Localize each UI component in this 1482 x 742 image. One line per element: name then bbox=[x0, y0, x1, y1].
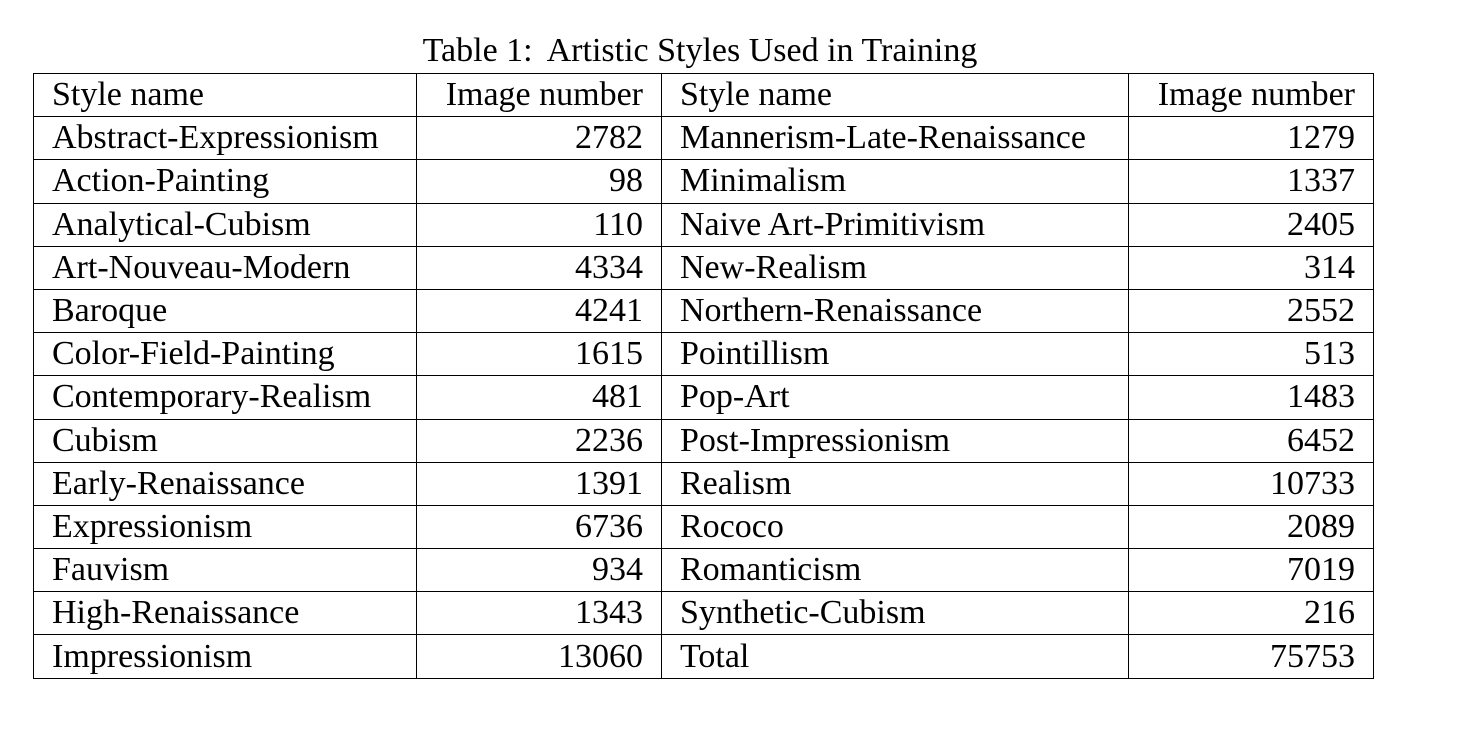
table-row bbox=[34, 289, 1374, 332]
style-name-cell: Contemporary-Realism bbox=[34, 376, 417, 419]
style-name-cell: Expressionism bbox=[34, 505, 417, 548]
image-number-cell: 110 bbox=[417, 203, 662, 246]
image-number-cell: 2782 bbox=[417, 117, 662, 160]
table-row bbox=[34, 246, 1374, 289]
image-number-cell: 481 bbox=[417, 376, 662, 419]
table-caption bbox=[0, 30, 1400, 72]
image-number-cell: 1391 bbox=[417, 462, 662, 505]
style-name-cell: Romanticism bbox=[662, 549, 1129, 592]
image-number-cell: 6452 bbox=[1129, 419, 1374, 462]
style-name-cell: Action-Painting bbox=[34, 160, 417, 203]
image-number-cell: 1279 bbox=[1129, 117, 1374, 160]
image-number-cell: 513 bbox=[1129, 333, 1374, 376]
style-name-cell: Abstract-Expressionism bbox=[34, 117, 417, 160]
style-name-cell: Art-Nouveau-Modern bbox=[34, 246, 417, 289]
image-number-cell: 1343 bbox=[417, 592, 662, 635]
image-number-cell: 1483 bbox=[1129, 376, 1374, 419]
table-row bbox=[34, 419, 1374, 462]
image-number-cell: 7019 bbox=[1129, 549, 1374, 592]
table-row bbox=[34, 376, 1374, 419]
styles-table bbox=[33, 73, 1374, 679]
style-name-cell: Early-Renaissance bbox=[34, 462, 417, 505]
image-number-cell: 1337 bbox=[1129, 160, 1374, 203]
style-name-cell: Analytical-Cubism bbox=[34, 203, 417, 246]
table-row bbox=[34, 333, 1374, 376]
header-image-number: Image number bbox=[417, 74, 662, 117]
table-row bbox=[34, 117, 1374, 160]
style-name-cell: Rococo bbox=[662, 505, 1129, 548]
table-body bbox=[34, 74, 1374, 679]
style-name-cell: Pop-Art bbox=[662, 376, 1129, 419]
table-row bbox=[34, 592, 1374, 635]
image-number-cell: 2552 bbox=[1129, 289, 1374, 332]
style-name-cell: High-Renaissance bbox=[34, 592, 417, 635]
table-row bbox=[34, 505, 1374, 548]
style-name-cell: Total bbox=[662, 635, 1129, 678]
style-name-cell: Pointillism bbox=[662, 333, 1129, 376]
style-name-cell: Fauvism bbox=[34, 549, 417, 592]
table-row bbox=[34, 160, 1374, 203]
header-style-name: Style name bbox=[662, 74, 1129, 117]
style-name-cell: Synthetic-Cubism bbox=[662, 592, 1129, 635]
image-number-cell: 4334 bbox=[417, 246, 662, 289]
style-name-cell: New-Realism bbox=[662, 246, 1129, 289]
image-number-cell: 6736 bbox=[417, 505, 662, 548]
style-name-cell: Cubism bbox=[34, 419, 417, 462]
style-name-cell: Naive Art-Primitivism bbox=[662, 203, 1129, 246]
caption-label: Table 1: bbox=[422, 32, 533, 69]
table-row bbox=[34, 203, 1374, 246]
image-number-cell: 98 bbox=[417, 160, 662, 203]
header-image-number: Image number bbox=[1129, 74, 1374, 117]
style-name-cell: Post-Impressionism bbox=[662, 419, 1129, 462]
image-number-cell: 934 bbox=[417, 549, 662, 592]
image-number-cell: 2236 bbox=[417, 419, 662, 462]
header-row bbox=[34, 74, 1374, 117]
table-row bbox=[34, 462, 1374, 505]
image-number-cell: 10733 bbox=[1129, 462, 1374, 505]
image-number-cell: 13060 bbox=[417, 635, 662, 678]
table-row bbox=[34, 549, 1374, 592]
image-number-cell: 1615 bbox=[417, 333, 662, 376]
style-name-cell: Baroque bbox=[34, 289, 417, 332]
style-name-cell: Color-Field-Painting bbox=[34, 333, 417, 376]
table-row bbox=[34, 635, 1374, 678]
style-name-cell: Northern-Renaissance bbox=[662, 289, 1129, 332]
header-style-name: Style name bbox=[34, 74, 417, 117]
style-name-cell: Mannerism-Late-Renaissance bbox=[662, 117, 1129, 160]
image-number-cell: 4241 bbox=[417, 289, 662, 332]
style-name-cell: Impressionism bbox=[34, 635, 417, 678]
image-number-cell: 2089 bbox=[1129, 505, 1374, 548]
image-number-cell: 314 bbox=[1129, 246, 1374, 289]
image-number-cell: 75753 bbox=[1129, 635, 1374, 678]
style-name-cell: Minimalism bbox=[662, 160, 1129, 203]
style-name-cell: Realism bbox=[662, 462, 1129, 505]
image-number-cell: 216 bbox=[1129, 592, 1374, 635]
caption-title: Artistic Styles Used in Training bbox=[546, 32, 978, 69]
image-number-cell: 2405 bbox=[1129, 203, 1374, 246]
